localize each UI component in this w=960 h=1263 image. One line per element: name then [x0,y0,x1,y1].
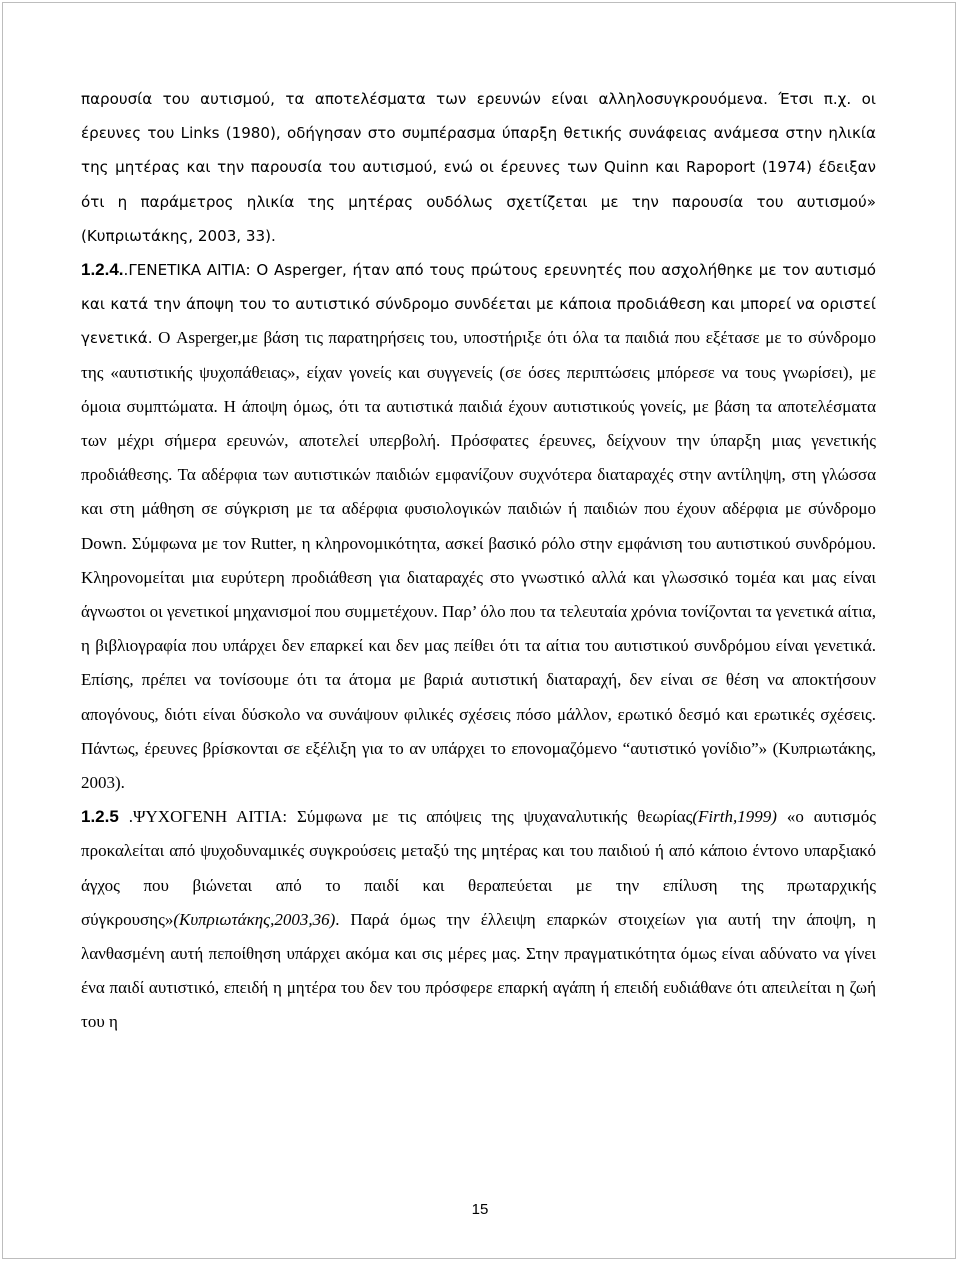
section-heading-genetic: .ΓΕΝΕΤΙΚΑ ΑΙΤΙΑ: Ο Asperger, ήταν από τους πρώτους ερευνητές που ασχολήθηκε με τον αυτισμό και κατά την άποψη του το αυτιστικό σύνδρομο συνδέεται με κάποια προδιάθεση και μπορεί να οριστεί γενετικά. [81,261,876,348]
section-psychogenic-causes [81,800,876,1039]
section-genetic-causes [81,253,876,800]
section-body-psychogenic-quote: «ο αυτισμός προκαλείται από ψυχοδυναμικές συγκρούσεις μεταξύ της μητέρας και του παιδιού ή από κάποιο έντονο υπαρξιακό άγχος που βιώνεται από το παιδί και θεραπεύεται με την επίλυση της πρωταρχικής σύγκρουσης» [81,807,876,929]
section-number-genetic: 1.2.4. [81,260,124,280]
paragraph-ages [81,82,876,253]
section-number-psychogenic: 1.2.5 [81,807,119,827]
section-body-psychogenic-rest: . Παρά όμως την έλλειψη επαρκών στοιχείων για αυτή την άποψη, η λανθασμένη αυτή πεποίθηση υπάρχει ακόμα και σις μέρες μας. Στην πραγματικότητα όμως είναι αδύνατο να γίνει ένα παιδί αυτιστικό, επειδή η μητέρα του δεν του πρόσφερε επαρκή αγάπη ή επειδή ευδιάθανε ότι απειλείται η ζωή του η [81,909,876,1032]
page-number: 15 [471,1201,489,1218]
section-heading-psychogenic: .ΨΥΧΟΓΕΝΗ ΑΙΤΙΑ: Σύμφωνα με τις απόψεις της ψυχαναλυτικής θεωρίας [118,807,693,827]
paragraph-ages-text: παρουσία του αυτισμού, τα αποτελέσματα των ερευνών είναι αλληλοσυγκρουόμενα. Έτσι π.χ. οι έρευνες του Links (1980), οδήγησαν στο συμπέρασμα ύπαρξη θετικής συνάφειας ανάμεσα στην ηλικία της μητέρας και την παρουσία του αυτισμού, ενώ οι έρευνες των Quinn και Rapoport (1974) έδειξαν ότι η παράμετρος ηλικία της μητέρας ουδόλως σχετίζεται με την παρουσία του αυτισμού» (Κυπριωτάκης, 2003, 33). [81,90,876,245]
citation-kypriotakis: (Κυπριωτάκης,2003,36) [173,909,336,929]
citation-firth: (Firth,1999) [692,807,777,827]
section-body-genetic: Ο Asperger,με βάση τις παρατηρήσεις του, υποστήριξε ότι όλα τα παιδιά που εξέτασε με το σύνδρομο της «αυτιστικής ψυχοπάθειας», είχαν γονείς και συγγενείς (σε όσες περιπτώσεις μπόρεσε να τους γνωρίσει), με όμοια συμπτώματα. Η άποψη όμως, ότι τα αυτιστικά παιδιά έχουν αυτιστικούς γονείς, με βάση τα αποτελέσματα των μέχρι σήμερα ερευνών, αποτελεί υπερβολή. Πρόσφατες έρευνες, δείχνουν την ύπαρξη μιας γενετικής προδιάθεσης. Τα αδέρφια των αυτιστικών παιδιών εμφανίζουν συχνότερα διαταραχές στην αντίληψη, στη γλώσσα και στη μάθηση σε σύγκριση με τα αδέρφια φυσιολογικών παιδιών ή παιδιών που έχουν αδέρφια με σύνδρομο Down. Σύμφωνα με τον Rutter, η κληρονομικότητα, ασκεί βασικό ρόλο στην εμφάνιση του αυτιστικού συνδρόμου. Κληρονομείται μια ευρύτερη προδιάθεση για διαταραχές στο γνωστικό αλλά και γλωσσικό τομέα και μας είναι άγνωστοι οι γενετικοί μηχανισμοί που συμμετέχουν. Παρ’ όλο που τα τελευταία χρόνια τονίζονται τα γενετικά αίτια, η βιβλιογραφία που υπάρχει δεν επαρκεί και δεν μας πείθει ότι τα αίτια του αυτιστικού συνδρόμου είναι γενετικά. Επίσης, πρέπει να τονίσουμε ότι τα άτομα με βαριά αυτιστική διαταραχή, δεν είναι σε θέση να αποκτήσουν απογόνους, διότι είναι δύσκολο να συνάψουν φιλικές σχέσεις πόσο μάλλον, ερωτικό δεσμό και ερωτικές σχέσεις. Πάντως, έρευνες βρίσκονται σε εξέλιξη για το αν υπάρχει το επονομαζόμενο “αυτιστικό γονίδιο”» (Κυπριωτάκης, 2003). [81,328,876,793]
document-page [81,82,876,1040]
